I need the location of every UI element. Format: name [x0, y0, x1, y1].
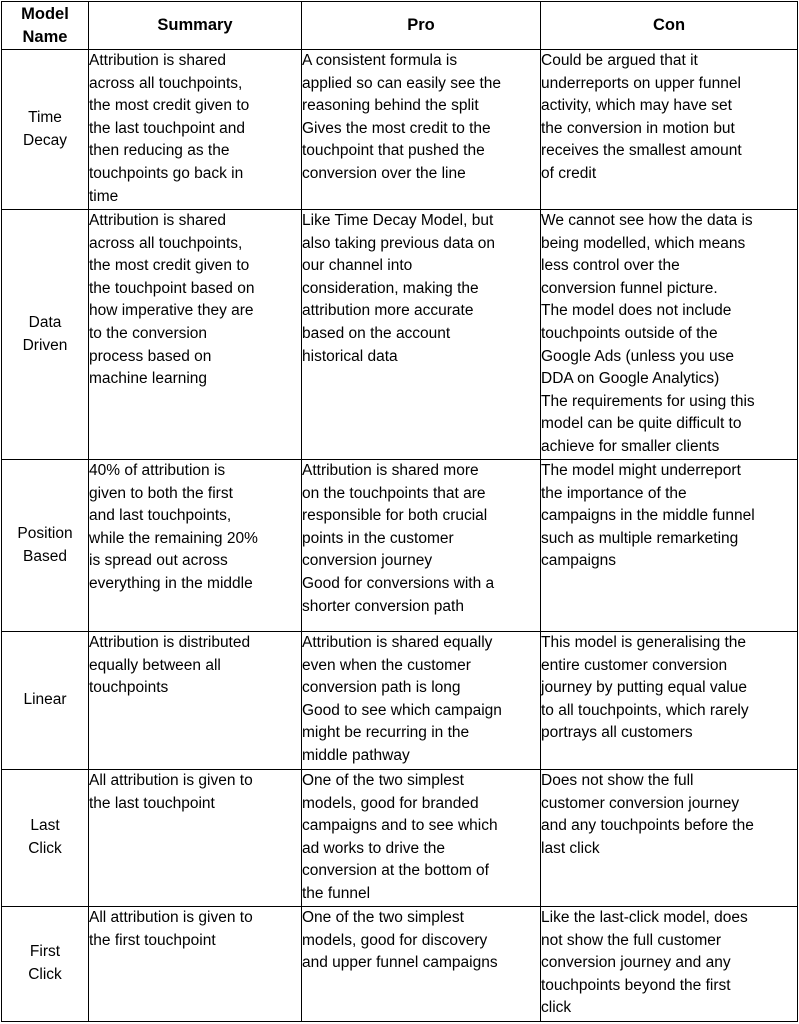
cell-text-line: All attribution is given to	[89, 772, 253, 789]
cell-text-line: equally between all	[89, 656, 221, 674]
cell-text-line: touchpoints go back in	[89, 164, 244, 182]
con-cell	[541, 460, 798, 632]
cell-text-line: Decay	[23, 131, 67, 149]
cell-text-line: underreports on upper funnel	[541, 74, 741, 92]
cell-text-line: click	[541, 999, 572, 1017]
cell-text-line: Linear	[23, 691, 67, 709]
cell-text-line: touchpoints	[89, 679, 169, 697]
model-name-cell	[2, 50, 89, 210]
cell-text-line: how imperative they are	[89, 302, 254, 320]
cell-text-line: our channel into	[302, 257, 413, 275]
cell-text-line: historical data	[302, 347, 398, 365]
cell-text-line: given to both the first	[89, 484, 233, 502]
cell-text-line: across all touchpoints,	[89, 74, 243, 92]
cell-text-line: Last	[30, 817, 60, 835]
cell-text-line: also taking previous data on	[302, 234, 496, 252]
model-name-cell	[2, 210, 89, 460]
header-summary	[89, 2, 302, 50]
table-row-data-driven	[2, 210, 798, 460]
cell-text-line: while the remaining 20%	[89, 529, 258, 547]
cell-text-line: middle pathway	[302, 746, 410, 764]
con-cell	[541, 632, 798, 770]
cell-text-line: Time	[28, 108, 62, 126]
cell-text-line: attribution more accurate	[302, 302, 474, 320]
cell-text-line: conversion at the bottom of	[302, 862, 489, 880]
cell-text-line: DDA on Google Analytics)	[541, 370, 720, 388]
cell-text-line: ad works to drive the	[302, 839, 446, 857]
cell-text-line: the last touchpoint and	[89, 119, 245, 137]
cell-text-line: conversion funnel picture.	[541, 279, 718, 297]
model-name-cell	[2, 632, 89, 770]
cell-text-line: Data	[28, 313, 62, 331]
cell-text-line: touchpoints beyond the first	[541, 976, 731, 994]
table-row-position-based	[2, 460, 798, 632]
cell-text-line: Attribution is shared equally	[302, 634, 493, 651]
cell-text-line: on the touchpoints that are	[302, 484, 486, 502]
cell-text-line: everything in the middle	[89, 574, 253, 592]
pro-cell	[302, 460, 541, 632]
pro-cell	[302, 770, 541, 907]
cell-text-line: Based	[23, 547, 67, 565]
summary-cell	[89, 210, 302, 460]
cell-text-line: even when the customer	[302, 656, 471, 674]
header-con	[541, 2, 798, 50]
cell-text-line: All attribution is given to	[89, 909, 253, 926]
pro-cell	[302, 907, 541, 1022]
cell-text-line: conversion over the line	[302, 164, 466, 182]
cell-text-line: machine learning	[89, 370, 208, 388]
cell-text-line: the funnel	[302, 884, 371, 902]
pro-cell	[302, 632, 541, 770]
cell-text-line: Could be argued that it	[541, 52, 698, 69]
cell-text-line: achieve for smaller clients	[541, 437, 720, 455]
cell-text-line: First	[29, 943, 61, 961]
cell-text-line: and upper funnel campaigns	[302, 954, 498, 972]
cell-text-line: campaigns	[541, 552, 616, 570]
cell-text-line: the most credit given to	[89, 257, 250, 275]
cell-text-line: journey by putting equal value	[541, 679, 747, 697]
cell-text-line: the last touchpoint	[89, 794, 215, 812]
cell-text-line: activity, which may have set	[541, 97, 732, 115]
header-line: Pro	[407, 16, 435, 35]
header-row	[2, 2, 798, 50]
cell-text-line: receives the smallest amount	[541, 142, 742, 160]
cell-text-line: One of the two simplest	[302, 772, 464, 789]
cell-text-line: models, good for branded	[302, 794, 479, 812]
cell-text-line: Attribution is distributed	[89, 634, 251, 651]
cell-text-line: campaigns in the middle funnel	[541, 507, 755, 525]
cell-text-line: not show the full customer	[541, 931, 722, 949]
cell-text-line: across all touchpoints,	[89, 234, 243, 252]
model-name-cell	[2, 460, 89, 632]
cell-text-line: might be recurring in the	[302, 724, 470, 742]
cell-text-line: A consistent formula is	[302, 52, 458, 69]
model-name-cell	[2, 907, 89, 1022]
summary-cell	[89, 50, 302, 210]
summary-cell	[89, 907, 302, 1022]
cell-text-line: points in the customer	[302, 529, 454, 547]
model-name-cell	[2, 770, 89, 907]
cell-text-line: Attribution is shared	[89, 212, 226, 229]
con-cell	[541, 210, 798, 460]
cell-text-line: The model might underreport	[541, 462, 741, 479]
cell-text-line: applied so can easily see the	[302, 74, 502, 92]
header-line: Summary	[157, 16, 233, 35]
header-line: Model	[21, 5, 69, 23]
cell-text-line: less control over the	[541, 257, 680, 275]
cell-text-line: Attribution is shared more	[302, 462, 479, 479]
cell-text-line: process based on	[89, 347, 212, 365]
cell-text-line: the first touchpoint	[89, 931, 216, 949]
cell-text-line: and any touchpoints before the	[541, 817, 754, 835]
cell-text-line: such as multiple remarketing	[541, 529, 739, 547]
header-pro	[302, 2, 541, 50]
cell-text-line: We cannot see how the data is	[541, 212, 753, 229]
header-model-name	[2, 2, 89, 50]
summary-cell	[89, 770, 302, 907]
cell-text-line: The requirements for using this	[541, 392, 755, 410]
cell-text-line: last click	[541, 839, 600, 857]
cell-text-line: conversion journey	[302, 552, 433, 570]
cell-text-line: Like the last-click model, does	[541, 909, 748, 926]
cell-text-line: of credit	[541, 164, 597, 182]
cell-text-line: Like Time Decay Model, but	[302, 212, 494, 229]
pro-cell	[302, 210, 541, 460]
cell-text-line: the touchpoint based on	[89, 279, 255, 297]
table-row-time-decay	[2, 50, 798, 210]
cell-text-line: responsible for both crucial	[302, 507, 488, 525]
cell-text-line: customer conversion journey	[541, 794, 740, 812]
cell-text-line: Driven	[22, 336, 68, 354]
cell-text-line: based on the account	[302, 324, 451, 342]
cell-text-line: One of the two simplest	[302, 909, 464, 926]
cell-text-line: the most credit given to	[89, 97, 250, 115]
cell-text-line: shorter conversion path	[302, 597, 464, 615]
cell-text-line: the conversion in motion but	[541, 119, 735, 137]
cell-text-line: model can be quite difficult to	[541, 415, 742, 433]
cell-text-line: Click	[28, 966, 62, 983]
cell-text-line: The model does not include	[541, 302, 732, 320]
table-row-first-click	[2, 907, 798, 1022]
cell-text-line: to the conversion	[89, 324, 208, 342]
attribution-models-table	[1, 1, 798, 1022]
cell-text-line: Position	[17, 524, 73, 542]
summary-cell	[89, 460, 302, 632]
cell-text-line: being modelled, which means	[541, 234, 746, 252]
cell-text-line: 40% of attribution is	[89, 462, 226, 479]
cell-text-line: is spread out across	[89, 552, 228, 570]
header-line: Name	[22, 27, 68, 46]
cell-text-line: Good for conversions with a	[302, 574, 495, 592]
table-row-linear	[2, 632, 798, 770]
pro-cell	[302, 50, 541, 210]
cell-text-line: Gives the most credit to the	[302, 119, 491, 137]
con-cell	[541, 50, 798, 210]
summary-cell	[89, 632, 302, 770]
cell-text-line: touchpoints outside of the	[541, 324, 718, 342]
cell-text-line: Google Ads (unless you use	[541, 347, 735, 365]
header-line: Con	[652, 16, 686, 35]
cell-text-line: conversion path is long	[302, 679, 461, 697]
con-cell	[541, 770, 798, 907]
cell-text-line: entire customer conversion	[541, 656, 728, 674]
cell-text-line: portrays all customers	[541, 724, 693, 742]
cell-text-line: Attribution is shared	[89, 52, 226, 69]
cell-text-line: reasoning behind the split	[302, 97, 479, 115]
cell-text-line: touchpoint that pushed the	[302, 142, 485, 160]
cell-text-line: to all touchpoints, which rarely	[541, 701, 749, 719]
cell-text-line: and last touchpoints,	[89, 507, 232, 525]
cell-text-line: time	[89, 187, 119, 205]
cell-text-line: This model is generalising the	[541, 634, 747, 651]
cell-text-line: models, good for discovery	[302, 931, 488, 949]
cell-text-line: conversion journey and any	[541, 954, 731, 972]
table-row-last-click	[2, 770, 798, 907]
cell-text-line: Good to see which campaign	[302, 701, 502, 719]
con-cell	[541, 907, 798, 1022]
cell-text-line: Does not show the full	[541, 772, 694, 789]
cell-text-line: then reducing as the	[89, 142, 230, 160]
cell-text-line: Click	[28, 840, 62, 857]
cell-text-line: the importance of the	[541, 484, 687, 502]
cell-text-line: consideration, making the	[302, 279, 479, 297]
cell-text-line: campaigns and to see which	[302, 817, 498, 835]
